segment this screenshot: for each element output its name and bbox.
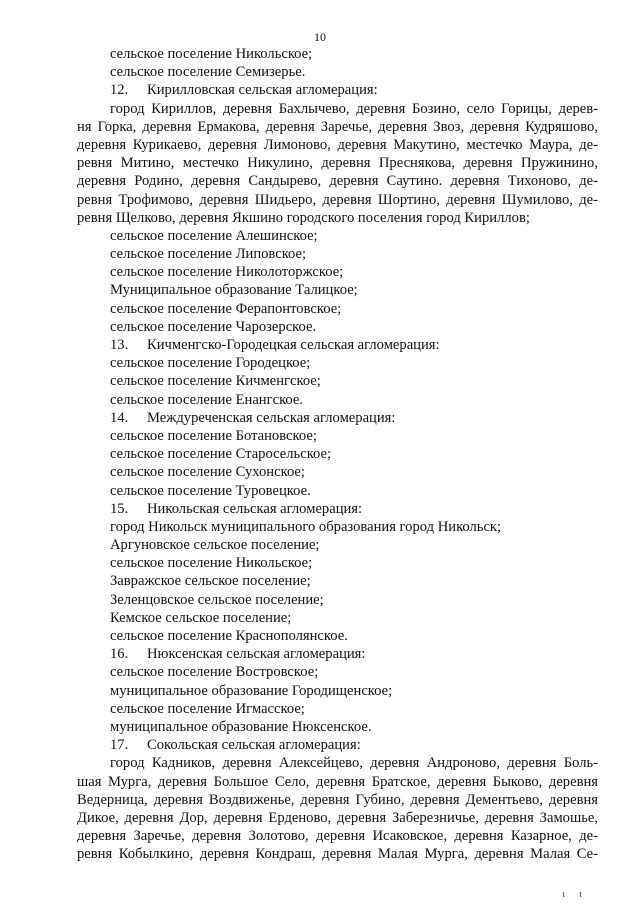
text-line <box>77 682 598 700</box>
text-line <box>77 118 598 136</box>
section-heading <box>77 645 598 663</box>
line-text: Аргуновское сельское поселение; <box>110 537 320 554</box>
text-line <box>77 63 598 81</box>
page-number: 10 <box>314 30 326 44</box>
line-text: Междуреченская сельская агломерация: <box>147 409 396 426</box>
footer-marks: ι ι <box>562 889 588 900</box>
text-line <box>77 263 598 281</box>
text-line <box>77 463 598 481</box>
text-line <box>77 791 598 809</box>
line-text: сельское поселение Семизерье. <box>110 64 306 81</box>
line-text: Кирилловская сельская агломерация: <box>147 82 378 99</box>
section-number: 12. <box>110 82 129 99</box>
section-heading <box>77 81 598 99</box>
section-heading <box>77 500 598 518</box>
line-text: сельское поселение Алешинское; <box>110 227 318 244</box>
text-line <box>77 773 598 791</box>
text-line <box>77 591 598 609</box>
line-text: сельское поселение Краснополянское. <box>110 628 348 644</box>
text-line <box>77 45 598 63</box>
text-line <box>77 809 598 827</box>
line-text: сельское поселение Никольское; <box>110 46 313 62</box>
line-text: Кемское сельское поселение; <box>110 609 292 626</box>
line-text: Кичменгско-Городецкая сельская агломерация: <box>147 337 440 353</box>
text-line <box>77 445 598 463</box>
text-line <box>77 609 598 627</box>
section-number: 15. <box>110 500 129 517</box>
line-text: Ведерница, деревня Воздвиженье, деревня Губино, деревня Дементьево, деревня <box>77 791 598 808</box>
text-line <box>77 718 598 736</box>
line-text: ня Горка, деревня Ермакова, деревня Заречье, деревня Звоз, деревня Кудряшово, <box>77 118 598 135</box>
text-line <box>77 172 598 190</box>
text-line <box>77 391 598 409</box>
line-text: сельское поселение Сухонское; <box>110 464 305 481</box>
section-number: 13. <box>110 337 129 353</box>
line-text: сельское поселение Игмасское; <box>110 700 305 717</box>
line-text: Нюксенская сельская агломерация: <box>147 646 366 663</box>
line-text: ревня Трофимово, деревня Шидьеро, деревня Шортино, деревня Шумилово, де- <box>77 191 598 208</box>
line-text: шая Мурга, деревня Большое Село, деревня Братское, деревня Быково, деревня <box>77 773 598 790</box>
text-line <box>77 154 598 172</box>
text-line <box>77 700 598 718</box>
text-line <box>77 536 598 554</box>
line-text: город Кадников, деревня Алексейцево, деревня Андроново, деревня Боль- <box>110 755 598 772</box>
text-line <box>77 754 598 772</box>
line-text: сельское поселение Городецкое; <box>110 355 311 372</box>
text-line <box>77 627 598 645</box>
section-heading <box>77 409 598 427</box>
text-line <box>77 100 598 118</box>
section-heading <box>77 736 598 754</box>
text-line <box>77 663 598 681</box>
line-text: деревня Родино, деревня Сандырево, деревня Саутино. деревня Тихоново, де- <box>77 173 598 190</box>
text-line <box>77 191 598 209</box>
line-text: Зеленцовское сельское поселение; <box>110 591 324 608</box>
line-text: сельское поселение Старосельское; <box>110 446 332 463</box>
text-line <box>77 136 598 154</box>
line-text: деревня Курикаево, деревня Лимоново, деревня Макутино, местечко Маура, де- <box>77 136 598 153</box>
line-text: сельское поселение Кичменгское; <box>110 373 321 390</box>
text-line <box>77 245 598 263</box>
line-text: сельское поселение Востровское; <box>110 664 319 681</box>
line-text: сельское поселение Липовское; <box>110 246 307 263</box>
text-line <box>77 427 598 445</box>
text-line <box>77 827 598 845</box>
line-text: Никольская сельская агломерация: <box>147 500 363 517</box>
text-line <box>77 554 598 572</box>
section-number: 17. <box>110 737 129 754</box>
text-line <box>77 318 598 336</box>
line-text: город Никольск муниципального образования город Никольск; <box>110 518 502 535</box>
line-text: ревня Кобылкино, деревня Кондраш, деревня Малая Мурга, деревня Малая Се- <box>77 846 598 863</box>
line-text: ревня Митино, местечко Никулино, деревня Преснякова, деревня Пружинино, <box>77 155 598 172</box>
text-line <box>77 845 598 863</box>
line-text: Сокольская сельская агломерация: <box>147 737 361 754</box>
line-text: муниципальное образование Городищенское; <box>110 682 393 699</box>
text-line <box>77 572 598 590</box>
line-text: муниципальное образование Нюксенское. <box>110 718 372 735</box>
text-line <box>77 281 598 299</box>
text-line <box>77 518 598 536</box>
line-text: сельское поселение Ботановское; <box>110 427 317 444</box>
line-text: сельское поселение Чарозерское. <box>110 318 317 335</box>
line-text: Дикое, деревня Дор, деревня Ерденово, деревня Заберезничье, деревня Замошье, <box>77 809 598 826</box>
text-line <box>77 209 598 227</box>
line-text: сельское поселение Николоторжское; <box>110 264 344 281</box>
section-number: 16. <box>110 646 129 663</box>
line-text: сельское поселение Туровецкое. <box>110 482 311 499</box>
line-text: ревня Щелково, деревня Якшино городского поселения город Кириллов; <box>77 209 530 226</box>
line-text: Муниципальное образование Талицкое; <box>110 282 358 299</box>
document-body <box>77 45 598 863</box>
line-text: Завражское сельское поселение; <box>110 573 311 590</box>
text-line <box>77 354 598 372</box>
text-line <box>77 482 598 500</box>
line-text: сельское поселение Енангское. <box>110 391 304 408</box>
line-text: город Кириллов, деревня Бахлычево, деревня Бозино, село Горицы, дерев- <box>110 100 598 117</box>
line-text: сельское поселение Ферапонтовское; <box>110 300 342 317</box>
section-number: 14. <box>110 409 129 426</box>
text-line <box>77 300 598 318</box>
line-text: деревня Заречье, деревня Золотово, деревня Исаковское, деревня Казарное, де- <box>77 828 598 845</box>
line-text: сельское поселение Никольское; <box>110 555 313 572</box>
section-heading <box>77 336 598 354</box>
text-line <box>77 227 598 245</box>
text-line <box>77 372 598 390</box>
